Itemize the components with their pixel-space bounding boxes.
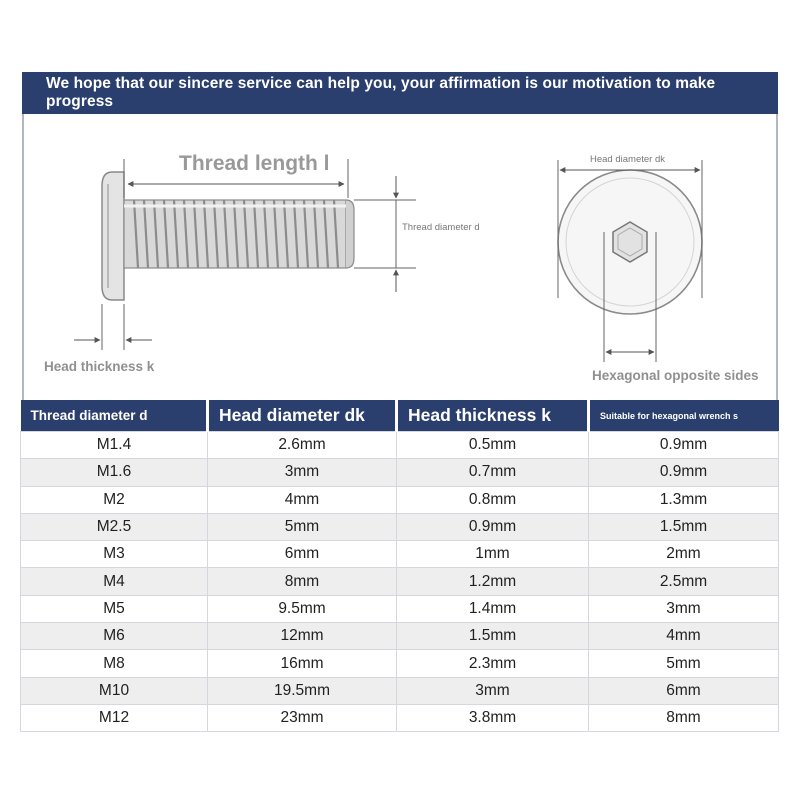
hexagonal-sides-label: Hexagonal opposite sides [592, 368, 759, 383]
cell-wrench-size: 5mm [589, 650, 779, 677]
header-thread-diameter: Thread diameter d [21, 400, 208, 432]
table-row [21, 486, 779, 513]
table-row [21, 541, 779, 568]
cell-head-thickness: 1.4mm [397, 595, 589, 622]
cell-head-diameter: 2.6mm [208, 432, 397, 459]
cell-head-diameter: 4mm [208, 486, 397, 513]
header-wrench-size: Suitable for hexagonal wrench s [589, 400, 779, 432]
table-row [21, 650, 779, 677]
table-row [21, 513, 779, 540]
cell-wrench-size: 2mm [589, 541, 779, 568]
cell-head-thickness: 3mm [397, 677, 589, 704]
table-row [21, 432, 779, 459]
screw-diagram [22, 114, 778, 400]
cell-head-thickness: 1.2mm [397, 568, 589, 595]
screw-side-view [102, 172, 354, 300]
cell-head-diameter: 6mm [208, 541, 397, 568]
cell-head-diameter: 9.5mm [208, 595, 397, 622]
cell-thread-diameter: M1.6 [21, 459, 208, 486]
cell-wrench-size: 3mm [589, 595, 779, 622]
cell-wrench-size: 2.5mm [589, 568, 779, 595]
spec-table [20, 400, 779, 732]
header-head-diameter: Head diameter dk [208, 400, 397, 432]
cell-wrench-size: 0.9mm [589, 459, 779, 486]
cell-head-thickness: 0.9mm [397, 513, 589, 540]
top-banner [22, 72, 778, 114]
table-row [21, 704, 779, 731]
head-thickness-label: Head thickness k [44, 359, 155, 374]
table-row [21, 459, 779, 486]
cell-head-diameter: 16mm [208, 650, 397, 677]
thread-length-label: Thread length l [179, 152, 330, 175]
cell-thread-diameter: M10 [21, 677, 208, 704]
cell-head-thickness: 2.3mm [397, 650, 589, 677]
cell-wrench-size: 0.9mm [589, 432, 779, 459]
cell-wrench-size: 1.3mm [589, 486, 779, 513]
cell-thread-diameter: M2 [21, 486, 208, 513]
cell-head-diameter: 12mm [208, 623, 397, 650]
thread-diameter-label: Thread diameter d [402, 222, 480, 233]
cell-thread-diameter: M8 [21, 650, 208, 677]
table-row [21, 623, 779, 650]
cell-head-thickness: 0.7mm [397, 459, 589, 486]
banner-text: We hope that our sincere service can help you, your affirmation is our motivation to make progress [46, 75, 716, 110]
table-row [21, 595, 779, 622]
cell-wrench-size: 6mm [589, 677, 779, 704]
cell-head-thickness: 0.8mm [397, 486, 589, 513]
cell-head-thickness: 0.5mm [397, 432, 589, 459]
cell-thread-diameter: M12 [21, 704, 208, 731]
cell-head-diameter: 8mm [208, 568, 397, 595]
header-head-thickness: Head thickness k [397, 400, 589, 432]
screw-top-view [558, 170, 702, 314]
cell-thread-diameter: M3 [21, 541, 208, 568]
cell-head-diameter: 5mm [208, 513, 397, 540]
cell-head-thickness: 3.8mm [397, 704, 589, 731]
cell-head-thickness: 1.5mm [397, 623, 589, 650]
cell-wrench-size: 1.5mm [589, 513, 779, 540]
table-row [21, 568, 779, 595]
cell-thread-diameter: M6 [21, 623, 208, 650]
cell-thread-diameter: M4 [21, 568, 208, 595]
cell-head-diameter: 3mm [208, 459, 397, 486]
head-diameter-label: Head diameter dk [590, 154, 665, 165]
table-row [21, 677, 779, 704]
cell-wrench-size: 4mm [589, 623, 779, 650]
cell-head-diameter: 23mm [208, 704, 397, 731]
cell-wrench-size: 8mm [589, 704, 779, 731]
cell-head-thickness: 1mm [397, 541, 589, 568]
table-header-row [21, 400, 779, 432]
cell-thread-diameter: M2.5 [21, 513, 208, 540]
cell-thread-diameter: M1.4 [21, 432, 208, 459]
cell-thread-diameter: M5 [21, 595, 208, 622]
cell-head-diameter: 19.5mm [208, 677, 397, 704]
